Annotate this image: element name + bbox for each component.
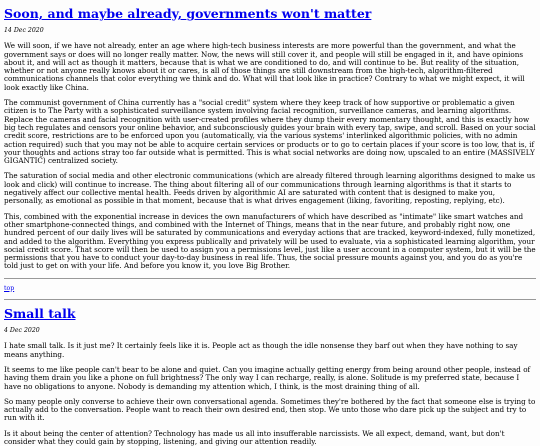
- article-paragraph: I hate small talk. Is it just me? It certainly feels like it is. People act as though the idle nonsense they barf out when they have nothing to say means anything.: [4, 341, 518, 359]
- article-paragraph: So many people only converse to achieve their own conversational agenda. Sometimes they're bothered by the fact that someone else is trying to actually add to the conversation. People want to reach their own desired end, then stop. We unto those who dare pick up the subject and try to run with it.: [4, 396, 536, 423]
- article-governments: [4, 6, 536, 271]
- article-paragraph: It seems to me like people can't bear to be alone and quiet. Can you imagine actually getting energy from being around other people, instead of having them drain you like a phone on full brightness? The only way I can recharge, really, is alone. Solitude is my preferred state, because I have no obligations to anyone. Nobody is demanding my attention which, I think, is the most draining thing of all.: [4, 364, 531, 391]
- article-title-link[interactable]: Soon, and maybe already, governments won't matter: [4, 6, 372, 21]
- divider: [4, 299, 536, 300]
- article-small-talk: [4, 306, 536, 446]
- article-title: [4, 306, 536, 321]
- article-paragraph: We will soon, if we have not already, enter an age where high-tech business interests are more powerful than the government, and what the government says or does will no longer really matter. Now, the news will still cover it, and people will still be engaged in it, and have opinions about it, and will act as though it matters, because that is what we are conditioned to do, and will continue to be. But reality of the situation, whether or not anyone really knows about it or cares, is all of those things are still downstream from the high-tech, algorithm-filtered communications channels that color everything we think and do. What will that look like in practice? Contrary to what we might expect, it will look exactly like China.: [4, 41, 525, 92]
- article-paragraph: The communist government of China currently has a "social credit" system where they keep track of how supportive or problematic a given citizen is to The Party with a sophisticated surveillance system involving facial recognition, surveillance cameras, and learning algorithms. Replace the cameras and facial recognition with user-created profiles where they dump their every momentary thought, and this is exactly how big tech regulates and censors your online behavior, and subconsciously guides your brain with every tap, swipe, and scroll. Based on your social credit score, restrictions are to be enforced upon you (automatically, via the various systems' interlinked algorithmic policies, with no admin action required) such that you may not be able to acquire certain services or products or to go to certain places if your score is too low, that is, if your thoughts and actions stray too far outside what is permitted. This is what social networks are doing now, upscaled to an entire (MASSIVELY GIGANTIC) centralized society.: [4, 98, 536, 166]
- article-title: [4, 6, 536, 21]
- article-title-link[interactable]: Small talk: [4, 306, 76, 322]
- article-paragraph: Is it about being the center of attention? Technology has made us all into insufferable narcissists. We all expect, demand, want, but don't consider what they could gain by stopping, listening, and giving our attention readily.: [4, 428, 505, 446]
- article-date: 14 Dec 2020: [4, 27, 44, 34]
- article-paragraph: The saturation of social media and other electronic communications (which are already filtered through learning algorithms designed to make us look and click) will continue to increase. The thing about filtering all of our communications through learning algorithms is that it starts to negatively affect our collective mental health. Feeds driven by algorithmic AI are saturated with content that is designed to make you, personally, as emotional as possible in that moment, because that is what drives engagement (liking, favoriting, reposting, replying, etc).: [4, 171, 536, 206]
- top-link[interactable]: top: [4, 284, 15, 292]
- article-date: 4 Dec 2020: [4, 327, 40, 335]
- article-paragraph: This, combined with the exponential increase in devices the own manufacturers of which have described as "intimate" like smart watches and other smartphone-connected things, and combined with the Internet of Things, means that in the near future, and probably right now, one hundred percent of our daily lives will be saturated by communications and everyday actions that are tracked, keyword-indexed, fully monetized, and added to the algorithm. Everything you express publically and privately will be used to evaluate, via a sophisticated learning algorithm, your social credit score. That score will then be used to assign you a permissions level, just like a user account in a computer system, but it will be the permissions that you have to conduct your day-to-day business in real life. Thus, the social pressure mounts against you, and you do as you're told just to get on with your life. And before you know it, you love Big Brother.: [4, 211, 536, 271]
- divider: [4, 278, 536, 279]
